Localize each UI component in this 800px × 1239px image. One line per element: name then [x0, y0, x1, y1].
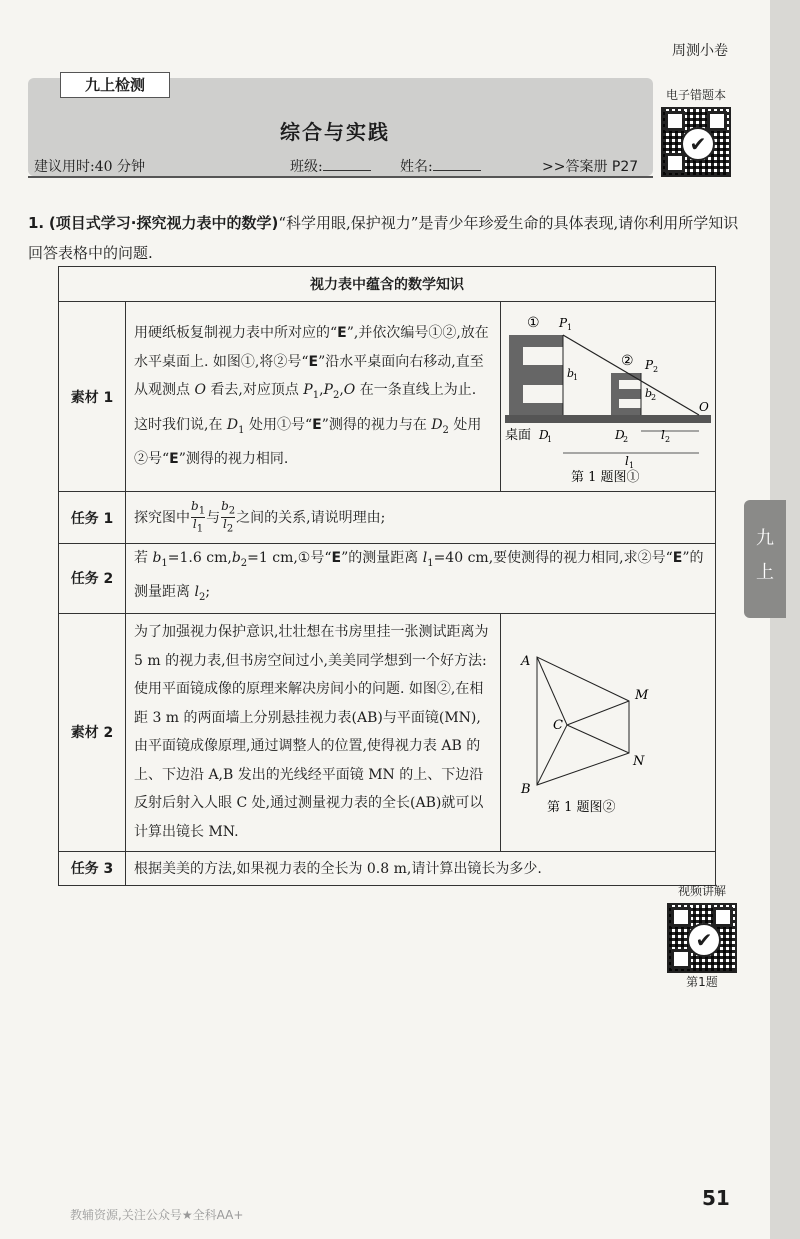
svg-text:M: M [635, 688, 649, 704]
svg-text:P: P [559, 315, 568, 330]
svg-text:P: P [645, 357, 654, 372]
material-1-label: 素材 1 [59, 302, 126, 492]
fraction-b1-l1: $\frac{b_1}{l_1}$ [191, 498, 206, 535]
svg-text:l: l [661, 427, 665, 442]
question-text: “科学用眼,保护视力”是青少年珍爱生命的具体表现,请你利用所学知识回答表格中的问题. [28, 214, 739, 262]
task-2-label: 任务 2 [59, 544, 126, 614]
material-2-label: 素材 2 [59, 613, 126, 851]
svg-text:B: B [521, 782, 531, 798]
svg-text:l: l [625, 453, 629, 468]
svg-text:2: 2 [665, 434, 671, 444]
check-icon: ✔ [687, 923, 721, 957]
svg-text:1: 1 [573, 372, 579, 382]
svg-text:D: D [539, 427, 549, 442]
knowledge-table [58, 266, 716, 886]
page-title: 综合与实践 [280, 120, 390, 144]
svg-text:1: 1 [547, 434, 553, 444]
figure-2-caption: 第 1 题图② [547, 800, 616, 816]
svg-text:N: N [633, 754, 645, 770]
figure-2 [501, 615, 715, 845]
svg-text:O: O [699, 399, 709, 414]
task-3-text: 根据美美的方法,如果视力表的全长为 0.8 m,请计算出镜长为多少. [126, 851, 716, 885]
qr-code-icon [661, 107, 731, 177]
video-qr[interactable] [664, 882, 740, 990]
time-suggest: 建议用时:40 分钟 [34, 159, 145, 175]
figure-1 [501, 305, 715, 485]
svg-text:②: ② [621, 352, 634, 369]
question-tag: (项目式学习·探究视力表中的数学) [48, 214, 279, 232]
page-number: 51 [702, 1186, 730, 1210]
fraction-b2-l2: $\frac{b_2}{l_2}$ [221, 498, 236, 535]
material-2-text: 为了加强视力保护意识,壮壮想在书房里挂一张测试距离为 5 m 的视力表,但书房空间过小,美美同学想到一个好方法:使用平面镜成像的原理来解决房间小的问题. 如图②,在相距 3 m 的两面墙上分别悬挂视力表(AB)与平面镜(MN),由平面镜成像原理,通过调整人的位置,使得视力表 AB 的上、下边沿 A,B 发出的光线经平面镜 MN 的上、下边沿反射后射入人眼 C 处,通过测量视力表的全长(AB)就可以计算出镜长 MN. [126, 613, 501, 851]
question-number: 1. [28, 214, 45, 232]
qr-label: 电子错题本 [665, 88, 726, 102]
task-3-label: 任务 3 [59, 851, 126, 885]
footer-note: 教辅资源,关注公众号★全科AA+ [70, 1208, 244, 1222]
qr-code-icon [667, 903, 737, 973]
svg-text:1: 1 [629, 460, 635, 470]
svg-text:b: b [645, 386, 653, 400]
running-head: 周测小卷 [672, 43, 728, 59]
header-divider [28, 176, 653, 178]
section-tag: 九上检测 [60, 72, 170, 98]
svg-text:桌面: 桌面 [505, 427, 532, 443]
svg-text:C: C [553, 718, 563, 734]
page-edge [770, 0, 800, 1239]
svg-text:b: b [567, 366, 575, 380]
figure-1-cell [501, 302, 716, 492]
class-field: 班级: [290, 156, 371, 176]
material-1-text: 用硬纸板复制视力表中所对应的“E”,并依次编号①②,放在水平桌面上. 如图①,将②号“E”沿水平桌面向右移动,直至从观测点 O 看去,对应顶点 $P_1,P_2,O$ 在一条直线上为止. 这时我们说,在 $D_1$ 处用①号“E”测得的视力与在 $D_2$ 处用②号“E”测得的视力相同. [126, 302, 501, 492]
figure-1-caption: 第 1 题图① [571, 469, 640, 485]
name-field: 姓名: [400, 156, 481, 176]
side-tab: 九 上 [744, 500, 786, 618]
svg-text:D: D [615, 427, 625, 442]
task-1-text: 探究图中 $\frac{b_1}{l_1}$ 与 $\frac{b_2}{l_2}$ 之间的关系,请说明理由; [126, 492, 716, 544]
table-header: 视力表中蕴含的数学知识 [59, 267, 716, 302]
svg-text:1: 1 [567, 322, 573, 332]
svg-text:①: ① [527, 314, 540, 331]
svg-text:A: A [521, 654, 531, 670]
svg-text:2: 2 [623, 434, 629, 444]
video-qr-caption: 第1题 [686, 975, 718, 989]
answer-ref: >>答案册 P27 [542, 159, 639, 175]
video-qr-title: 视频讲解 [677, 884, 726, 898]
check-icon: ✔ [681, 127, 715, 161]
qr-error-book[interactable] [658, 86, 734, 177]
question-stem [28, 208, 748, 268]
svg-text:2: 2 [651, 392, 657, 402]
figure-2-cell [501, 613, 716, 851]
svg-text:2: 2 [653, 364, 659, 374]
task-1-label: 任务 1 [59, 492, 126, 544]
task-2-text: 若 $b_1=1.6$ $cm,b_2=1$ cm,①号“E”的测量距离 $l_1=40$ cm,要使测得的视力相同,求②号“E”的测量距离 $l_2$; [126, 544, 716, 614]
